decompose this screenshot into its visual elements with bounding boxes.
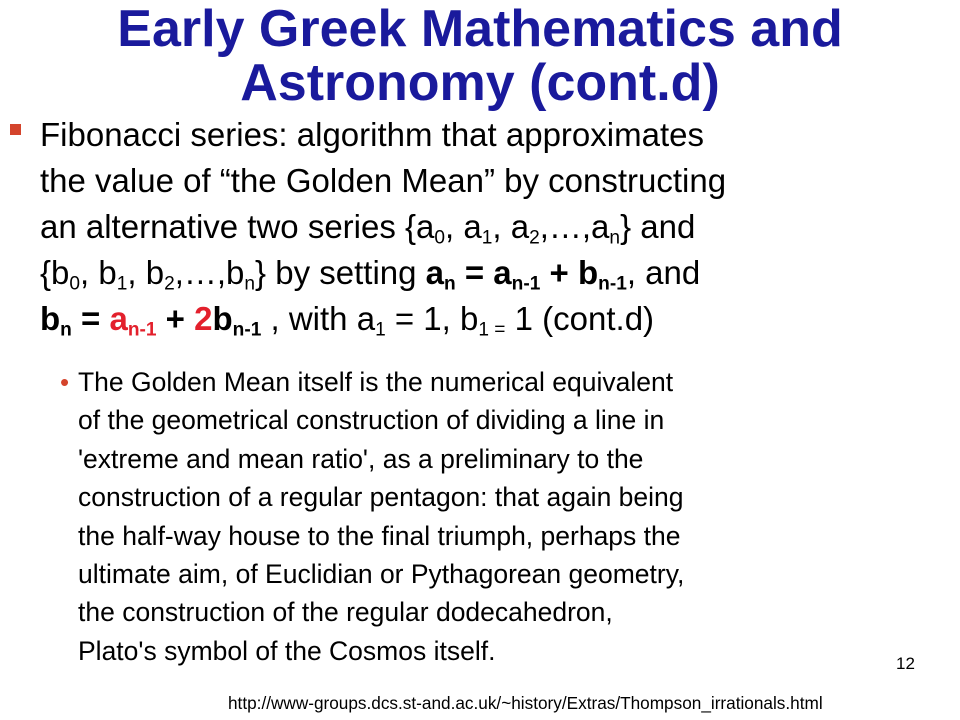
text-run: , with a [261,300,376,337]
subscript: n [444,273,456,295]
text-run: {b [40,254,70,291]
text-run: = 1, b [385,300,479,337]
sub-bullet-line: the half-way house to the final triumph, perhaps the [78,520,681,551]
text-run: ,…,a [539,208,610,245]
subscript: n [60,319,72,341]
main-bullet-line-4 [40,250,945,296]
square-bullet-icon [10,124,21,135]
subscript: n-1 [511,273,541,295]
formula-plus: + [156,300,195,337]
sub-bullet-line: 'extreme and mean ratio', as a preliminary to the [78,443,644,474]
formula-eq: = [71,300,110,337]
main-bullet-text [40,112,945,342]
subscript: n [244,273,256,295]
main-bullet-line-2: the value of “the Golden Mean” by constructing [40,162,727,199]
sub-bullet-line: The Golden Mean itself is the numerical equivalent [78,367,674,397]
title-line-1: Early Greek Mathematics and [117,0,843,58]
text-run: 1 (cont.d) [505,300,655,337]
formula-b: b [212,300,233,337]
text-run: , and [626,254,701,291]
title-line-2: Astronomy (cont.d) [240,54,720,112]
subscript: 2 [529,227,540,249]
main-bullet-line-1: Fibonacci series: algorithm that approximates [40,116,704,153]
round-bullet-icon: • [60,367,70,397]
formula-red-a: a [109,300,128,337]
subscript: 2 [164,273,175,295]
subscript: n-1 [598,273,627,295]
text-run: , b [80,254,117,291]
text-run: , a [445,208,482,245]
subscript: 1 [481,227,493,249]
sub-bullet-line: Plato's symbol of the Cosmos itself. [78,635,496,666]
sub-bullet-line: the construction of the regular dodecahedron, [78,597,613,628]
formula-plus: + b [540,254,599,291]
formula-eq: = a [455,254,512,291]
sub-bullet-line: construction of a regular pentagon: that again being [78,482,684,513]
text-run: an alternative two series {a [40,208,435,245]
subscript: n [609,227,621,249]
subscript: n-1 [232,319,262,341]
main-bullet-line-3 [40,204,945,250]
subscript: n-1 [127,319,157,341]
main-bullet-line-5 [40,296,945,342]
text-run: , b [127,254,165,291]
text-run: ,…,b [174,254,245,291]
page-number: 12 [896,654,915,673]
subscript: 1 [116,273,128,295]
sub-bullet-text [78,363,948,670]
formula-red-2: 2 [194,300,213,337]
text-run: } by setting [255,254,426,291]
sub-bullet-line: ultimate aim, of Euclidian or Pythagorean geometry, [78,559,685,590]
formula-b-n: b [40,300,61,337]
subscript: 1 [375,319,386,341]
formula-a-n: a [425,254,445,291]
subscript: 1 = [478,319,506,341]
sub-bullet-line: of the geometrical construction of dividing a line in [78,405,665,436]
text-run: } and [620,208,696,245]
slide-title [40,2,920,110]
subscript: 0 [69,273,81,295]
source-url-link[interactable]: http://www-groups.dcs.st-and.ac.uk/~history/Extras/Thompson_irrationals.html [228,693,823,713]
text-run: , a [492,208,530,245]
subscript: 0 [434,227,446,249]
